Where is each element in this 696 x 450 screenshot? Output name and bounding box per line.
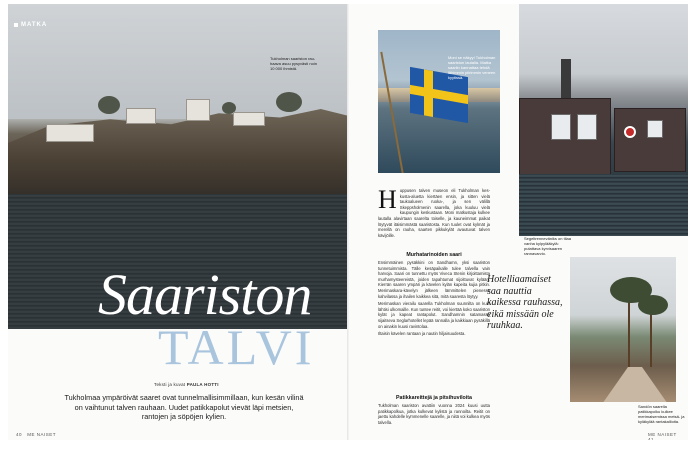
subhead-murder-stories: Murhatarinoiden saari [406, 252, 462, 258]
flag-photo-caption: Moni se näkyy! Tukholman saariston lautalla. Matka saariin kannattaa tehdä lähimmin piirimmin veneen kyytissä. [448, 55, 496, 80]
photo-houseboats [519, 4, 688, 236]
body-intro [378, 185, 490, 238]
body-paragraph: Merimaskan vierailu saarella Tukholman suunnilta on kuin lähtisi ulkomaille. Kun tuntee reitit, voi kiertää koko saariston kylät ja kapeat rantapolut. Sandhamnin satamassa sijaitseva Seglarhotellet lepää rannalla ja kaikkiaan pysäkillä on ainakin kuusi ravintolaa. [378, 301, 490, 329]
no-entry-sign-icon [624, 126, 636, 138]
right-page-number: 41 [648, 437, 655, 440]
magazine-spread [8, 4, 688, 440]
left-page-number: 40 [16, 432, 23, 437]
lead-paragraph: Tukholmaa ympäröivät saaret ovat tunnelmallisimmillaan, kun kesän vilinä on vaihtunut talven rauhaan. Uudet patikkapolut vievät läpi metsien, rantojen ja söpöjen kylien. [64, 393, 304, 421]
body-section-2 [378, 403, 490, 427]
left-page [8, 4, 348, 440]
body-intro-text: uppusen talven museon eli Tukholman kes-kusta-aluetta kiertäen ensin, ja sitten vielä taukoalueen ruoka-, ja sen välillä Skeppsholmenin saarella, joka kuuluu vielä kaupungin keskustaan. Moni matkustaja kulkee lautalla alavirtaan saarelta toiselle, ja kauneimmat paikat löytyvät itäisimmästä saaristosta. Kun tuulet ovat kylmät ja merellä on rauha, saarten pikkukylät avautuvat talven kävijöille. [378, 188, 490, 238]
left-magazine-name: ME NAISET [27, 432, 57, 437]
photo-swedish-flag [378, 30, 500, 173]
body-paragraph: Ensimmäinen pysäkkini on Sandhamn, yksi saariston tunnetuimmista. Tälle kesäpaikalle tulee talvella vain harvoja. Saari on tunnettu myös Viveca Stenin kirjoittamista murhamysteereistä, joiden tapahtumat sijoittuvat kylään. Kierrän saaren ympäri ja kävelen kylän kapeita kujia pitkin. Merimaskara-kävelyn jälkeen lämmittelen pienessä kahvilassa ja ihailen kaikkea sitä, mitä saaresta löytyy. [378, 260, 490, 299]
section-tag [14, 22, 47, 28]
pull-quote: Hotelliaamaiset saa nauttia kaikessa rauhassa, eikä missään ole ruuhkaa. [487, 274, 563, 331]
headline-main: Saariston [98, 262, 312, 327]
byline-author: PAULA HOTTI [186, 382, 219, 387]
right-magazine-name: ME NAISET [648, 432, 677, 437]
right-folio [648, 432, 688, 440]
byline-prefix: Teksti ja kuvat [154, 382, 186, 387]
photo-pine-shore [570, 257, 676, 402]
left-folio [16, 432, 56, 437]
section-marker-icon [14, 23, 18, 27]
body-paragraph: Iltaisin kävelen rantaan ja nautin hiljaisuudesta. [378, 331, 466, 337]
right-page [348, 4, 688, 440]
byline [154, 382, 219, 387]
body-paragraph: Tukholman saariston avattiin vuonna 2024 kuusi uutta patikkapolkua, jotka kulkevat kylistä ja rannoilta. Reitit on jaettu kahdelle kymmenelle saarelle, ja niitä voi kulkea myös talvella. [378, 403, 490, 425]
headline-sub: TALVI [158, 319, 315, 375]
body-section-1 [378, 260, 490, 339]
subhead-hiking-trails: Patikkareittejä ja pitsihuviloita [396, 395, 472, 401]
hero-caption: Tukholman saariston rau-haava asuu pysyvästi noin 10 000 ihmistä. [270, 56, 317, 71]
pines-photo-caption: Sandön saarella patikkapolku kulkee merimaisemissa metsä- ja kyläkylää rantakallioita. [638, 404, 685, 424]
drop-cap: H [378, 185, 397, 214]
section-label: MATKA [21, 22, 48, 28]
houseboat-photo-caption: Segeltrenneväniks on tilaa vanha kylpylääkylä: putattava kyrvisaaren rannavarvio. [524, 236, 571, 256]
